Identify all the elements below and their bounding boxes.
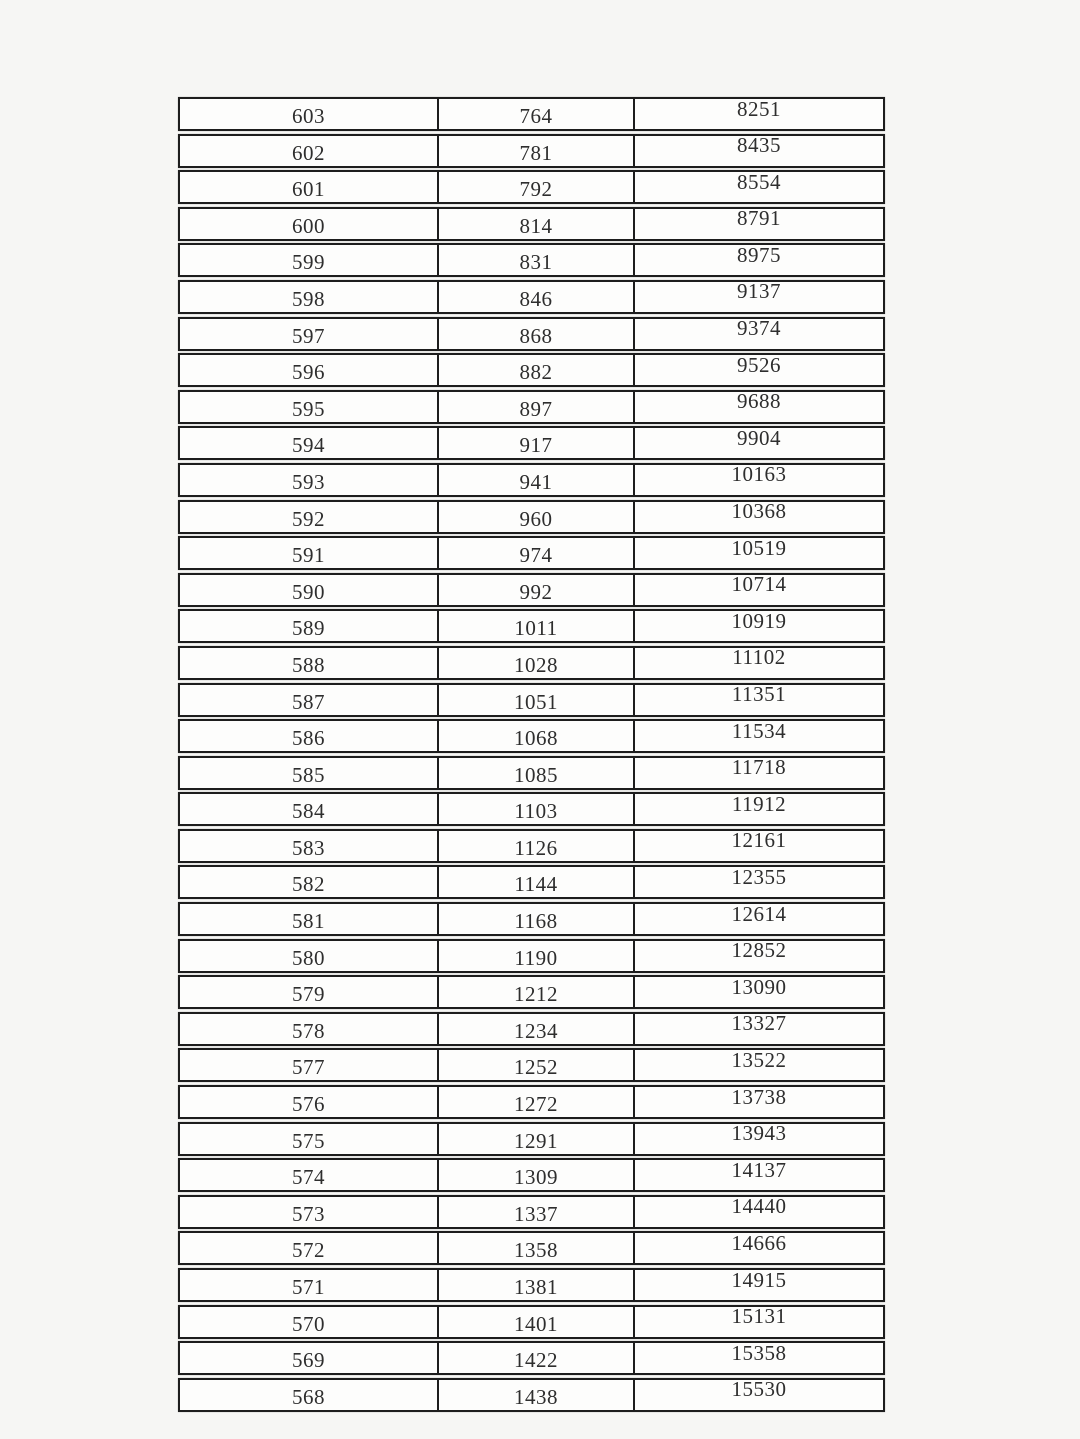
table-row [178,1122,885,1156]
score-cell: 595 [292,396,325,421]
score-cell: 587 [292,689,325,714]
score-cell: 598 [292,286,325,311]
table-row [178,719,885,753]
score-cell: 593 [292,469,325,494]
table-row [178,134,885,168]
cumulative-cell: 14440 [633,1197,883,1227]
count-cell: 1011 [437,611,633,641]
table-row [178,1195,885,1229]
table-row [178,170,885,204]
table-row [178,756,885,790]
table-row [178,426,885,460]
score-cell: 569 [292,1348,325,1373]
count-cell: 1422 [437,1343,633,1373]
table-row [178,1012,885,1046]
score-cell: 574 [292,1165,325,1190]
count-cell: 1309 [437,1160,633,1190]
cumulative-cell: 12355 [633,867,883,897]
count-cell: 1337 [437,1197,633,1227]
score-cell: 591 [292,543,325,568]
cumulative-cell: 8435 [633,136,883,166]
table-row [178,865,885,899]
score-cell: 590 [292,579,325,604]
score-cell: 599 [292,250,325,275]
score-cell: 581 [292,909,325,934]
count-cell: 1051 [437,685,633,715]
score-cell: 588 [292,652,325,677]
table-row [178,1378,885,1412]
cumulative-cell: 11351 [633,685,883,715]
count-cell: 792 [437,172,633,202]
cumulative-cell: 11912 [633,794,883,824]
score-cell: 580 [292,945,325,970]
score-cell: 584 [292,799,325,824]
score-cell: 596 [292,360,325,385]
cumulative-cell: 10519 [633,538,883,568]
table-row [178,975,885,1009]
cumulative-cell: 11102 [633,648,883,678]
count-cell: 960 [437,502,633,532]
count-cell: 1126 [437,831,633,861]
count-cell: 897 [437,392,633,422]
count-cell: 1401 [437,1307,633,1337]
count-cell: 1438 [437,1380,633,1410]
table-row [178,573,885,607]
count-cell: 1068 [437,721,633,751]
cumulative-cell: 14137 [633,1160,883,1190]
cumulative-cell: 15530 [633,1380,883,1410]
table-row [178,939,885,973]
count-cell: 1190 [437,941,633,971]
table-row [178,1341,885,1375]
table-row [178,390,885,424]
score-cell: 578 [292,1018,325,1043]
score-cell: 576 [292,1092,325,1117]
score-cell: 572 [292,1238,325,1263]
score-cell: 602 [292,140,325,165]
cumulative-cell: 13522 [633,1050,883,1080]
cumulative-cell: 11718 [633,758,883,788]
score-cell: 582 [292,872,325,897]
score-cell: 601 [292,177,325,202]
score-cell: 570 [292,1311,325,1336]
score-cell: 600 [292,213,325,238]
count-cell: 1103 [437,794,633,824]
count-cell: 1234 [437,1014,633,1044]
table-row [178,463,885,497]
cumulative-cell: 10714 [633,575,883,605]
score-cell: 571 [292,1275,325,1299]
cumulative-cell: 10368 [633,502,883,532]
count-cell: 1144 [437,867,633,897]
count-cell: 1212 [437,977,633,1007]
cumulative-cell: 9904 [633,428,883,458]
count-cell: 917 [437,428,633,458]
cumulative-cell: 14915 [633,1270,883,1300]
count-cell: 1381 [437,1270,633,1300]
table-row [178,353,885,387]
score-table [178,97,885,1412]
table-row [178,207,885,241]
table-row [178,1231,885,1265]
cumulative-cell: 13738 [633,1087,883,1117]
cumulative-cell: 13327 [633,1014,883,1044]
cumulative-cell: 13943 [633,1124,883,1154]
cumulative-cell: 8791 [633,209,883,239]
cumulative-cell: 12614 [633,904,883,934]
table-row [178,1158,885,1192]
cumulative-cell: 9137 [633,282,883,312]
score-cell: 586 [292,726,325,751]
table-row [178,500,885,534]
count-cell: 781 [437,136,633,166]
score-cell: 589 [292,616,325,641]
table-row [178,683,885,717]
cumulative-cell: 9374 [633,319,883,349]
cumulative-cell: 10163 [633,465,883,495]
table-row [178,1048,885,1082]
table-row [178,902,885,936]
table-row [178,1305,885,1339]
cumulative-cell: 14666 [633,1233,883,1263]
count-cell: 1085 [437,758,633,788]
table-row [178,536,885,570]
count-cell: 882 [437,355,633,385]
score-cell: 577 [292,1055,325,1080]
count-cell: 868 [437,319,633,349]
table-row [178,609,885,643]
table-row [178,1268,885,1302]
table-row [178,280,885,314]
score-cell: 579 [292,982,325,1007]
score-cell: 568 [292,1384,325,1409]
count-cell: 764 [437,99,633,129]
count-cell: 992 [437,575,633,605]
cumulative-cell: 8554 [633,172,883,202]
table-row [178,243,885,277]
count-cell: 831 [437,245,633,275]
cumulative-cell: 11534 [633,721,883,751]
score-cell: 583 [292,835,325,860]
cumulative-cell: 9688 [633,392,883,422]
table-row [178,646,885,680]
cumulative-cell: 10919 [633,611,883,641]
cumulative-cell: 8251 [633,99,883,129]
score-cell: 597 [292,323,325,348]
count-cell: 814 [437,209,633,239]
count-cell: 1272 [437,1087,633,1117]
count-cell: 1291 [437,1124,633,1154]
cumulative-cell: 15131 [633,1307,883,1337]
table-row [178,317,885,351]
count-cell: 1252 [437,1050,633,1080]
count-cell: 1358 [437,1233,633,1263]
cumulative-cell: 8975 [633,245,883,275]
table-row [178,1085,885,1119]
count-cell: 1028 [437,648,633,678]
table-row [178,792,885,826]
score-cell: 575 [292,1128,325,1153]
score-cell: 603 [292,104,325,128]
cumulative-cell: 15358 [633,1343,883,1373]
score-cell: 585 [292,762,325,787]
count-cell: 941 [437,465,633,495]
score-cell: 594 [292,433,325,458]
count-cell: 974 [437,538,633,568]
cumulative-cell: 12161 [633,831,883,861]
table-row [178,97,885,131]
count-cell: 1168 [437,904,633,934]
score-cell: 592 [292,506,325,531]
count-cell: 846 [437,282,633,312]
cumulative-cell: 13090 [633,977,883,1007]
score-cell: 573 [292,1201,325,1226]
cumulative-cell: 9526 [633,355,883,385]
table-row [178,829,885,863]
cumulative-cell: 12852 [633,941,883,971]
